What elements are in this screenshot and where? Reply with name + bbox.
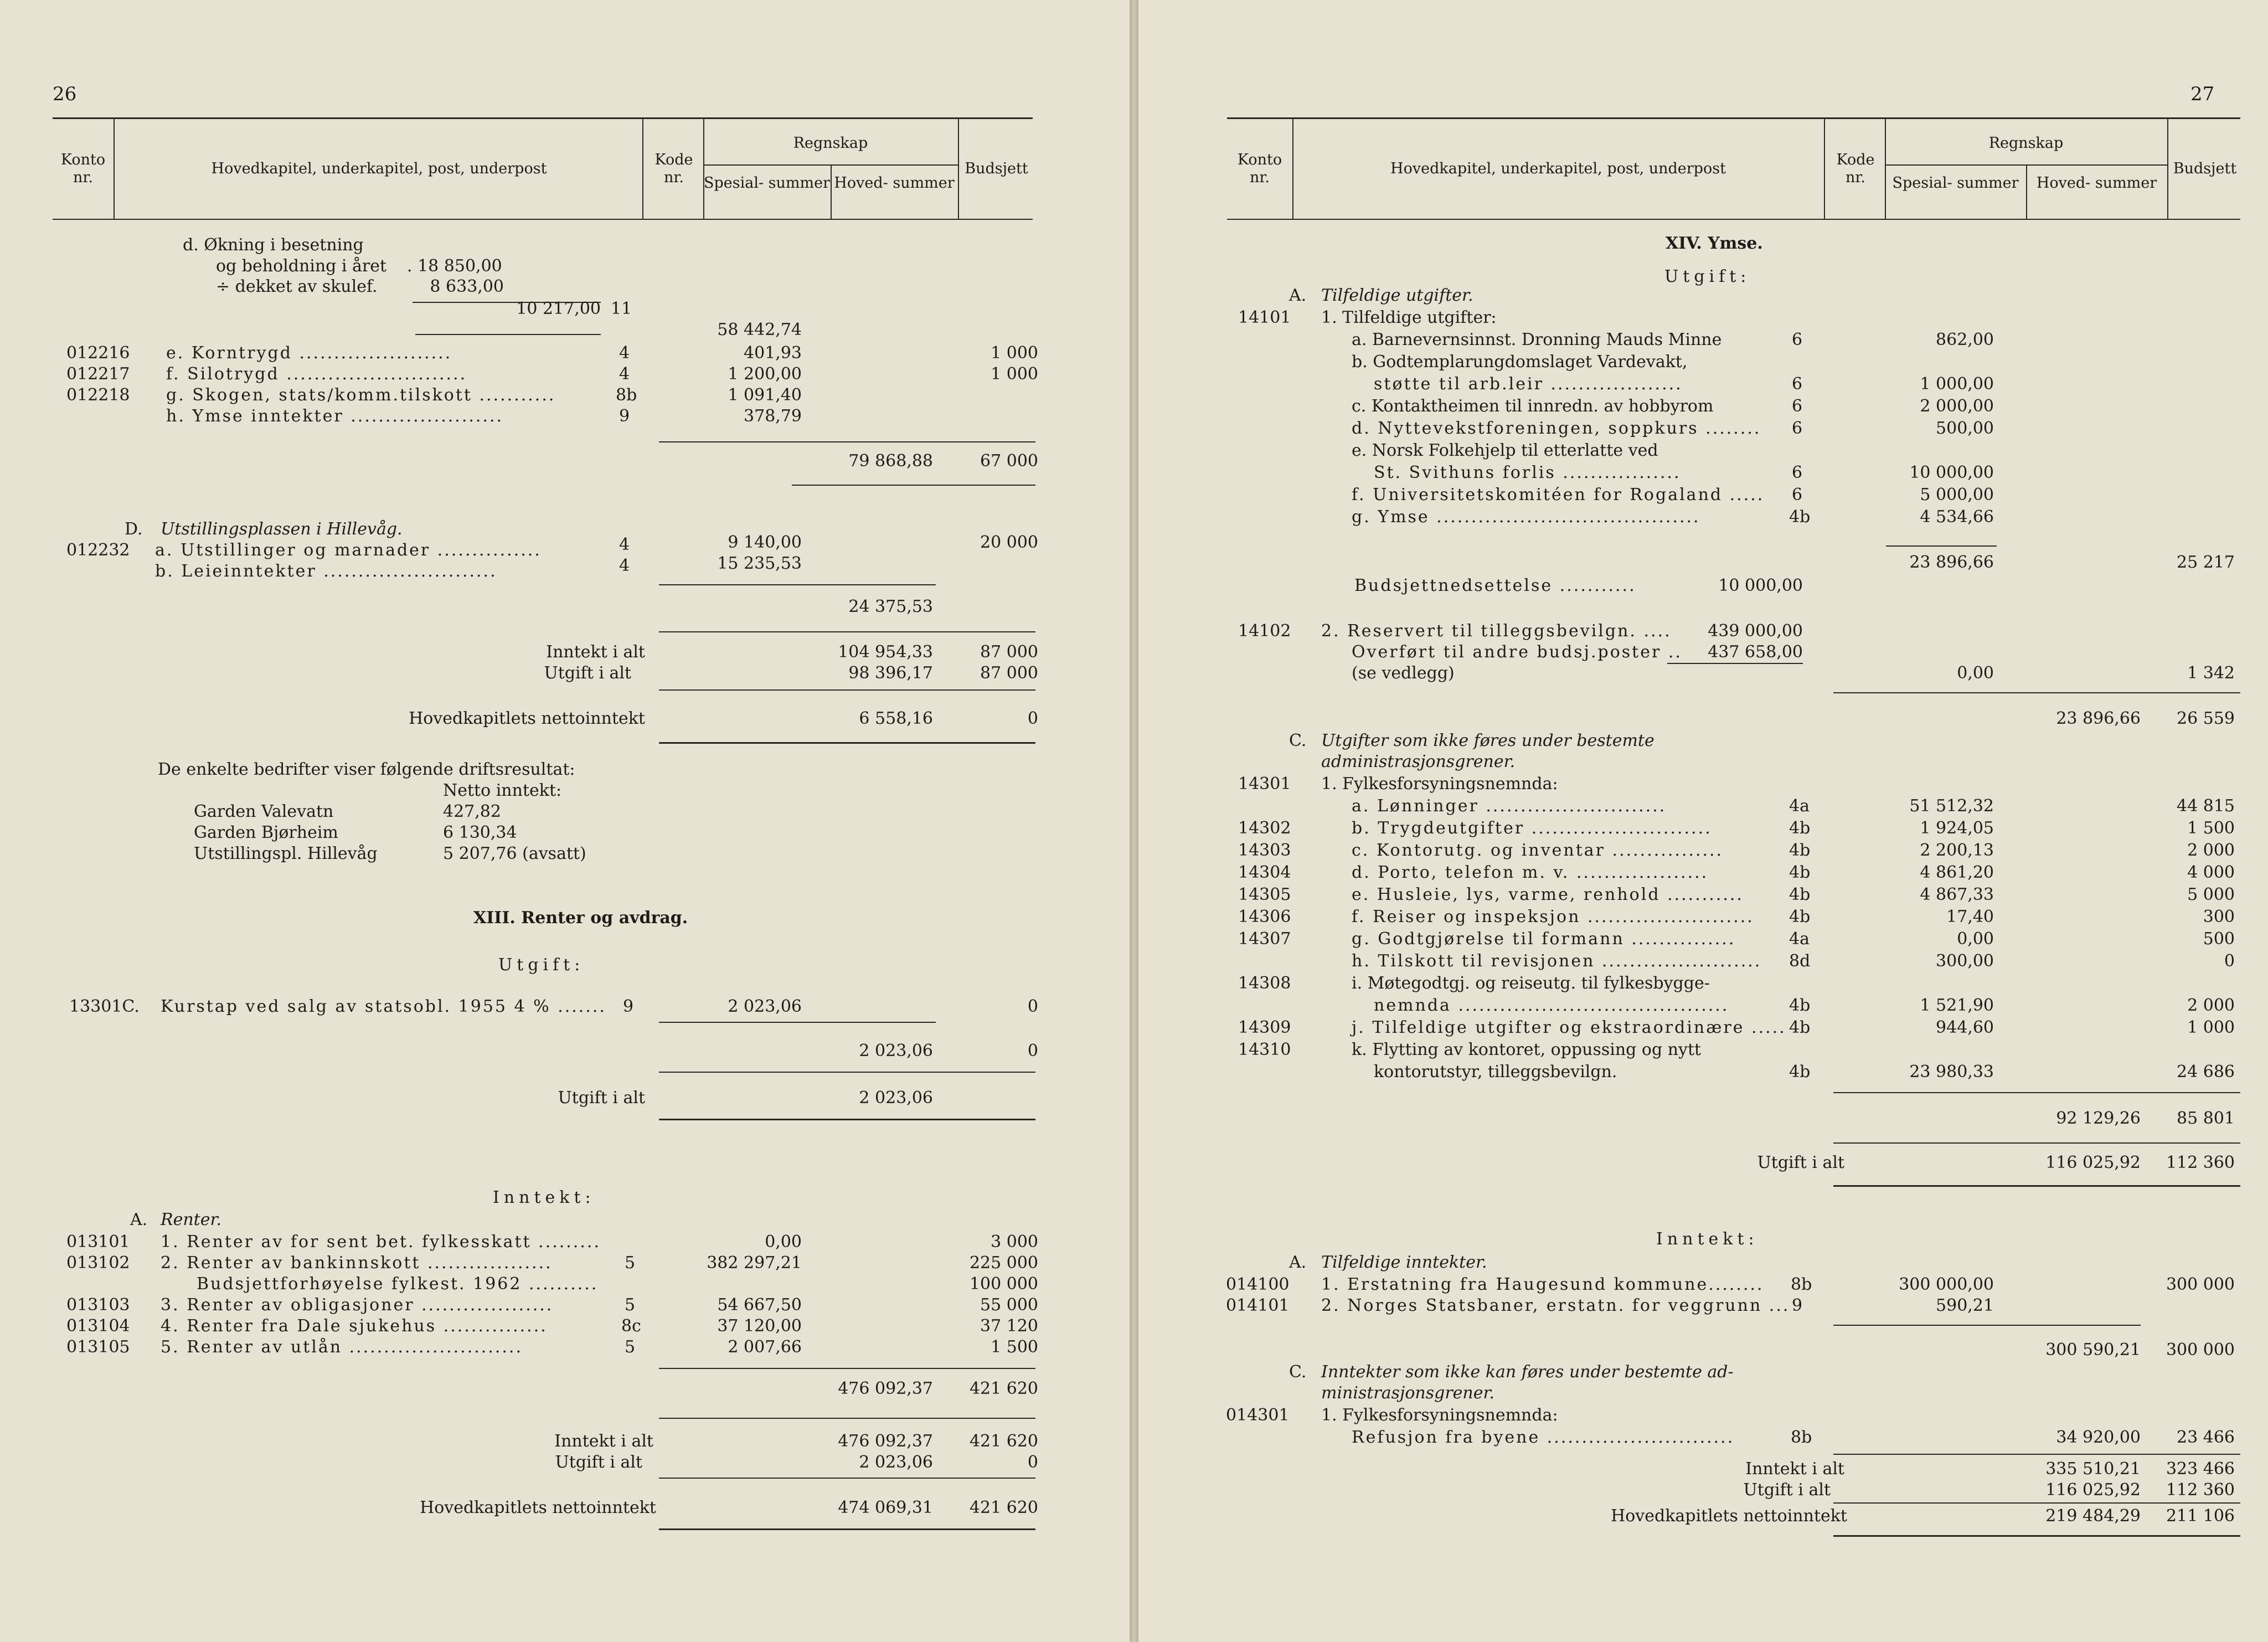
row-text: 2. Reservert til tilleggsbevilgn. ....	[1321, 621, 1672, 641]
hoved-sum: 2 023,06	[859, 1041, 933, 1061]
spesial: 590,21	[1936, 1296, 1994, 1315]
chapter-title: XIV. Ymse.	[1666, 234, 1763, 253]
konto: 14102	[1238, 621, 1291, 641]
spesial: 5 000,00	[1920, 485, 1994, 505]
text-line: De enkelte bedrifter viser følgende driftsresultat:	[158, 760, 575, 779]
budsjett: 300 000	[2166, 1340, 2235, 1360]
total-value: 116 025,92	[2045, 1153, 2141, 1172]
hoved-sum: 24 375,53	[848, 597, 933, 616]
spesial: 378,79	[744, 406, 802, 426]
row-text: j. Tilfeldige utgifter og ekstraordinære .....	[1352, 1018, 1786, 1037]
row-text: 5. Renter av utlån .........................	[161, 1337, 523, 1357]
section-heading: administrasjonsgrener.	[1321, 752, 1516, 771]
kode: 4b	[1789, 507, 1811, 527]
kode: 8c	[621, 1316, 641, 1336]
konto: 13301C.	[69, 997, 140, 1016]
budsjett: 211 106	[2166, 1506, 2235, 1526]
budsjett: 1 500	[991, 1337, 1038, 1357]
row-text: g. Godtgjørelse til formann ...............	[1352, 929, 1736, 949]
header-hoved: Hoved- summer	[834, 174, 955, 192]
budsjett: 55 000	[980, 1295, 1038, 1315]
text-line: d. Økning i besetning	[183, 235, 364, 255]
budsjett: 112 360	[2166, 1480, 2235, 1500]
kode: 4b	[1789, 885, 1811, 904]
konto: 14303	[1238, 841, 1291, 860]
budsjett: 67 000	[980, 451, 1038, 471]
total-value: 335 510,21	[2045, 1459, 2141, 1479]
left-page	[0, 0, 1130, 1642]
total-label: Hovedkapitlets nettoinntekt	[1611, 1506, 1847, 1526]
konto: 012232	[66, 541, 130, 560]
kode: 4b	[1789, 863, 1811, 882]
total-value: 474 069,31	[838, 1498, 933, 1517]
spesial: 300 000,00	[1899, 1275, 1994, 1294]
header-budsjett: Budsjett	[2167, 119, 2241, 219]
row-text: k. Flytting av kontoret, oppussing og nytt	[1352, 1040, 1702, 1059]
spesial: 1 521,90	[1920, 996, 1994, 1015]
row-text: Refusjon fra byene ...........................	[1352, 1428, 1735, 1447]
spesial: 4 534,66	[1920, 507, 1994, 527]
total-label: Utgift i alt	[555, 1453, 642, 1472]
budsjett: 85 801	[2177, 1109, 2235, 1128]
header-hovedkapitel: Hovedkapitel, underkapitel, post, underpost	[114, 119, 643, 219]
total-label: Inntekt i alt	[1745, 1459, 1844, 1479]
budsjett: 4 000	[2187, 863, 2235, 882]
total-value: 476 092,37	[838, 1432, 933, 1451]
budsjett: 421 620	[969, 1379, 1038, 1398]
budsjett: 44 815	[2177, 796, 2235, 816]
kode: 4b	[1789, 819, 1811, 838]
value: 5 207,76 (avsatt)	[443, 844, 586, 863]
konto: 014101	[1226, 1296, 1290, 1315]
row-text: 2. Norges Statsbaner, erstatn. for veggrunn ...	[1321, 1296, 1790, 1315]
kode: 9	[619, 406, 630, 426]
row-text: St. Svithuns forlis .................	[1374, 463, 1681, 482]
total-value: 104 954,33	[838, 642, 933, 662]
budsjett: 421 620	[969, 1498, 1038, 1517]
section-heading: ministrasjonsgrener.	[1321, 1383, 1495, 1403]
spesial: 1 091,40	[728, 385, 802, 405]
spesial: 23 980,33	[1909, 1062, 1994, 1082]
konto: 14310	[1238, 1040, 1291, 1059]
header-spesial: Spesial- summer	[703, 174, 831, 192]
row-text: 1. Erstatning fra Haugesund kommune........	[1321, 1275, 1764, 1294]
kode: 4b	[1789, 996, 1811, 1015]
kode: 4	[619, 535, 630, 554]
budsjett: 37 120	[980, 1316, 1038, 1336]
row-text: c. Kontaktheimen til innredn. av hobbyrom	[1352, 397, 1714, 416]
row-text: 1. Tilfeldige utgifter:	[1321, 308, 1497, 327]
spesial: 300,00	[1936, 951, 1994, 971]
konto: 013105	[66, 1337, 130, 1357]
row-text: 4. Renter fra Dale sjukehus ...............	[161, 1316, 548, 1336]
konto: 14301	[1238, 774, 1291, 794]
kode: 4b	[1789, 1018, 1811, 1037]
budsjett: 2 000	[2187, 996, 2235, 1015]
row-text: b. Godtemplarungdomslaget Vardevakt,	[1352, 352, 1688, 372]
konto: 013104	[66, 1316, 130, 1336]
konto: 14307	[1238, 929, 1291, 949]
kode: 11	[611, 299, 632, 318]
budsjett: 20 000	[980, 533, 1038, 552]
kode: 6	[1792, 397, 1803, 416]
total-value: 2 023,06	[859, 1088, 933, 1108]
row-text: (se vedlegg)	[1352, 663, 1455, 683]
kode: 6	[1792, 485, 1803, 505]
budsjett: 112 360	[2166, 1153, 2235, 1172]
row-text: 1. Fylkesforsyningsnemnda:	[1321, 774, 1558, 794]
row-text: c. Kontorutg. og inventar ................	[1352, 841, 1724, 860]
section-heading: Utgifter som ikke føres under bestemte	[1321, 731, 1654, 750]
section-heading: Inntekter som ikke kan føres under bestemte ad-	[1321, 1362, 1734, 1382]
kode: 8b	[1791, 1275, 1812, 1294]
section-prefix: C.	[1289, 731, 1307, 750]
kode: 4b	[1789, 907, 1811, 926]
kode: 4b	[1789, 841, 1811, 860]
row-text: Kurstap ved salg av statsobl. 1955 4 % .......	[161, 997, 606, 1016]
spesial: 944,60	[1936, 1018, 1994, 1037]
budsjett: 0	[1027, 709, 1038, 728]
row-text: Overført til andre budsj.poster ..	[1352, 642, 1682, 662]
konto: 014301	[1226, 1406, 1290, 1425]
spesial: 1 924,05	[1920, 819, 1994, 838]
row-text: e. Korntrygd ......................	[166, 343, 452, 363]
value: 8 633,00	[430, 277, 504, 296]
konto: 14306	[1238, 907, 1291, 926]
konto: 14309	[1238, 1018, 1291, 1037]
konto: 012218	[66, 385, 130, 405]
budsjett: 1 342	[2187, 663, 2235, 683]
row-text: kontorutstyr, tilleggsbevilgn.	[1374, 1062, 1617, 1082]
kode: 4b	[1789, 1062, 1811, 1082]
section-prefix: A.	[1289, 1253, 1307, 1272]
hoved-sum: 23 896,66	[2056, 709, 2141, 728]
header-kode: Kode nr.	[1824, 119, 1886, 219]
budsjett: 24 686	[2177, 1062, 2235, 1082]
section-prefix: D.	[125, 519, 143, 539]
section-prefix: A.	[1289, 286, 1307, 305]
total-value: 98 396,17	[848, 663, 933, 683]
budsjett: 87 000	[980, 642, 1038, 662]
spesial: 1 000,00	[1920, 374, 1994, 394]
konto: 013102	[66, 1253, 130, 1273]
row-text: Budsjettnedsettelse ...........	[1354, 576, 1636, 595]
total-label: Utgift i alt	[1743, 1480, 1831, 1500]
table-header	[53, 117, 1033, 220]
page-number: 27	[2190, 83, 2215, 105]
kode: 8d	[1789, 951, 1811, 971]
budsjett: 23 466	[2177, 1428, 2235, 1447]
konto: 14302	[1238, 819, 1291, 838]
section-heading: Tilfeldige utgifter.	[1321, 286, 1473, 305]
page-number: 26	[53, 83, 77, 105]
row-text: 1. Fylkesforsyningsnemnda:	[1321, 1406, 1558, 1425]
budsjett: 300 000	[2166, 1275, 2235, 1294]
value: 10 217,00	[516, 299, 601, 318]
spesial: 58 442,74	[717, 320, 802, 339]
spesial: 0,00	[1957, 663, 1994, 683]
spesial: 862,00	[1936, 330, 1994, 349]
header-konto: Konto nr.	[1237, 151, 1282, 186]
total-label: Utgift i alt	[544, 663, 631, 683]
spesial-sum: 23 896,66	[1909, 553, 1994, 572]
budsjett: 0	[1027, 1041, 1038, 1061]
spesial: 9 140,00	[728, 533, 802, 552]
row-text: f. Universitetskomitéen for Rogaland .....	[1352, 485, 1765, 505]
budsjett: 25 217	[2177, 553, 2235, 572]
kode: 5	[625, 1337, 636, 1357]
row-text: a. Utstillinger og marnader ...............	[155, 541, 542, 560]
text-line: Garden Bjørheim	[194, 823, 338, 842]
budsjett: 225 000	[969, 1253, 1038, 1273]
kode: 5	[625, 1295, 636, 1315]
row-text: 3. Renter av obligasjoner ...................	[161, 1295, 554, 1315]
budsjett: 100 000	[969, 1274, 1038, 1294]
hoved-sum: 92 129,26	[2056, 1109, 2141, 1128]
budsjett: 1 000	[991, 343, 1038, 363]
row-text: a. Barnevernsinnst. Dronning Mauds Minne	[1352, 330, 1722, 349]
header-regnskap: Regnskap	[1988, 135, 2064, 152]
section-heading: Utstillingsplassen i Hillevåg.	[161, 519, 403, 539]
spesial: 4 867,33	[1920, 885, 1994, 904]
table-header	[1227, 117, 2240, 220]
kode: 9	[1792, 1296, 1803, 1315]
total-label: Inntekt i alt	[554, 1432, 653, 1451]
konto: 013101	[66, 1232, 130, 1252]
konto: 012216	[66, 343, 130, 363]
hoved-sum: 300 590,21	[2045, 1340, 2141, 1360]
budsjett: 0	[2224, 951, 2235, 971]
value: 10 000,00	[1718, 576, 1803, 595]
budsjett: 323 466	[2166, 1459, 2235, 1479]
budsjett: 0	[1027, 1453, 1038, 1472]
total-value: 116 025,92	[2045, 1480, 2141, 1500]
section-prefix: C.	[1289, 1362, 1307, 1382]
row-text: f. Reiser og inspeksjon ........................	[1352, 907, 1754, 926]
budsjett: 1 000	[2187, 1018, 2235, 1037]
value: 437 658,00	[1708, 642, 1803, 662]
total-label: Hovedkapitlets nettoinntekt	[409, 709, 645, 728]
budsjett: 1 500	[2187, 819, 2235, 838]
header-kode: Kode nr.	[642, 119, 704, 219]
spesial: 401,93	[744, 343, 802, 363]
kode: 6	[1792, 330, 1803, 349]
chapter-title: XIII. Renter og avdrag.	[473, 908, 688, 928]
row-text: nemnda .......................................	[1374, 996, 1729, 1015]
row-text: i. Møtegodtgj. og reiseutg. til fylkesbygge-	[1352, 974, 1710, 993]
row-text: e. Norsk Folkehjelp til etterlatte ved	[1352, 441, 1658, 460]
konto: 14305	[1238, 885, 1291, 904]
row-text: g. Ymse ......................................	[1352, 507, 1700, 527]
spesial: 1 200,00	[728, 364, 802, 384]
kode: 6	[1792, 419, 1803, 438]
total-value: 2 023,06	[859, 1453, 933, 1472]
spesial: 2 007,66	[728, 1337, 802, 1357]
value: 427,82	[443, 802, 501, 821]
kode: 4	[619, 556, 630, 575]
spesial: 15 235,53	[717, 554, 802, 573]
sub-heading: Inntekt:	[493, 1188, 595, 1207]
row-text: a. Lønninger ..........................	[1352, 796, 1667, 816]
header-spesial: Spesial- summer	[1892, 174, 2019, 192]
text-line: og beholdning i året	[216, 256, 387, 276]
header-budsjett: Budsjett	[958, 119, 1034, 219]
row-text: støtte til arb.leir ...................	[1374, 374, 1683, 394]
kode: 5	[625, 1253, 636, 1273]
spesial: 382 297,21	[707, 1253, 802, 1273]
konto: 012217	[66, 364, 130, 384]
section-heading: Tilfeldige inntekter.	[1321, 1253, 1487, 1272]
spesial: 2 023,06	[728, 997, 802, 1016]
row-text: b. Trygdeutgifter ..........................	[1352, 819, 1712, 838]
text-line: Garden Valevatn	[194, 802, 334, 821]
hoved-sum: 476 092,37	[838, 1379, 933, 1398]
header-hovedkapitel: Hovedkapitel, underkapitel, post, underpost	[1390, 160, 1726, 177]
row-text: 1. Renter av for sent bet. fylkesskatt .........	[161, 1232, 601, 1252]
book-gutter	[1130, 0, 1138, 1642]
spesial: 54 667,50	[717, 1295, 802, 1315]
kode: 4a	[1789, 796, 1810, 816]
section-prefix: A.	[130, 1210, 148, 1229]
section-heading: Renter.	[161, 1210, 222, 1229]
header-regnskap: Regnskap	[793, 135, 868, 152]
kode: 6	[1792, 463, 1803, 482]
total-label: Utgift i alt	[558, 1088, 645, 1108]
row-text: d. Nyttevekstforeningen, soppkurs ........	[1352, 419, 1761, 438]
text-line: Netto inntekt:	[443, 781, 562, 800]
spesial: 500,00	[1936, 419, 1994, 438]
hoved-sum: 79 868,88	[848, 451, 933, 471]
spesial: 51 512,32	[1909, 796, 1994, 816]
total-label: Utgift i alt	[1757, 1153, 1844, 1172]
row-text: h. Tilskott til revisjonen .......................	[1352, 951, 1762, 971]
budsjett: 500	[2203, 929, 2235, 949]
value: 439 000,00	[1708, 621, 1803, 641]
konto: 14304	[1238, 863, 1291, 882]
row-text: b. Leieinntekter .........................	[155, 562, 497, 581]
header-konto: Konto nr.	[60, 151, 106, 186]
budsjett: 87 000	[980, 663, 1038, 683]
spesial: 37 120,00	[717, 1316, 802, 1336]
row-text: f. Silotrygd ..........................	[166, 364, 467, 384]
konto: 013103	[66, 1295, 130, 1315]
budsjett: 3 000	[991, 1232, 1038, 1252]
kode: 4	[619, 364, 630, 384]
total-label: Inntekt i alt	[546, 642, 645, 662]
spesial: 0,00	[765, 1232, 802, 1252]
sub-heading: Utgift:	[498, 955, 585, 975]
budsjett: 26 559	[2177, 709, 2235, 728]
kode: 8b	[616, 385, 637, 405]
konto: 014100	[1226, 1275, 1290, 1294]
sub-heading: Utgift:	[1664, 267, 1751, 286]
total-value: 6 558,16	[859, 709, 933, 728]
spesial: 0,00	[1957, 929, 1994, 949]
budsjett: 2 000	[2187, 841, 2235, 860]
spesial: 2 000,00	[1920, 397, 1994, 416]
row-text: 2. Renter av bankinnskott ..................	[161, 1253, 553, 1273]
kode: 4a	[1789, 929, 1810, 949]
kode: 8b	[1791, 1428, 1812, 1447]
kode: 9	[623, 997, 634, 1016]
budsjett: 421 620	[969, 1432, 1038, 1451]
budsjett: 5 000	[2187, 885, 2235, 904]
kode: 4	[619, 343, 630, 363]
budsjett: 1 000	[991, 364, 1038, 384]
row-text: e. Husleie, lys, varme, renhold ...........	[1352, 885, 1744, 904]
text-line: ÷ dekket av skulef.	[216, 277, 378, 296]
total-value: 219 484,29	[2045, 1506, 2141, 1526]
budsjett: 0	[1027, 997, 1038, 1016]
spesial: 17,40	[1946, 907, 1994, 926]
header-hoved: Hoved- summer	[2036, 174, 2157, 192]
right-page	[1138, 0, 2268, 1642]
spesial: 2 200,13	[1920, 841, 1994, 860]
spesial: 10 000,00	[1909, 463, 1994, 482]
budsjett: 300	[2203, 907, 2235, 926]
row-text: Budsjettforhøyelse fylkest. 1962 ..........	[197, 1274, 599, 1294]
value: 6 130,34	[443, 823, 517, 842]
sub-heading: Inntekt:	[1656, 1229, 1759, 1249]
value: . 18 850,00	[407, 256, 502, 276]
spesial: 4 861,20	[1920, 863, 1994, 882]
kode: 6	[1792, 374, 1803, 394]
row-text: d. Porto, telefon m. v. ...................	[1352, 863, 1709, 882]
row-text: g. Skogen, stats/komm.tilskott ...........	[166, 385, 556, 405]
row-text: h. Ymse inntekter ......................	[166, 406, 504, 426]
konto: 14101	[1238, 308, 1291, 327]
konto: 14308	[1238, 974, 1291, 993]
total-label: Hovedkapitlets nettoinntekt	[420, 1498, 656, 1517]
text-line: Utstillingspl. Hillevåg	[194, 844, 378, 863]
hoved-sum: 34 920,00	[2056, 1428, 2141, 1447]
